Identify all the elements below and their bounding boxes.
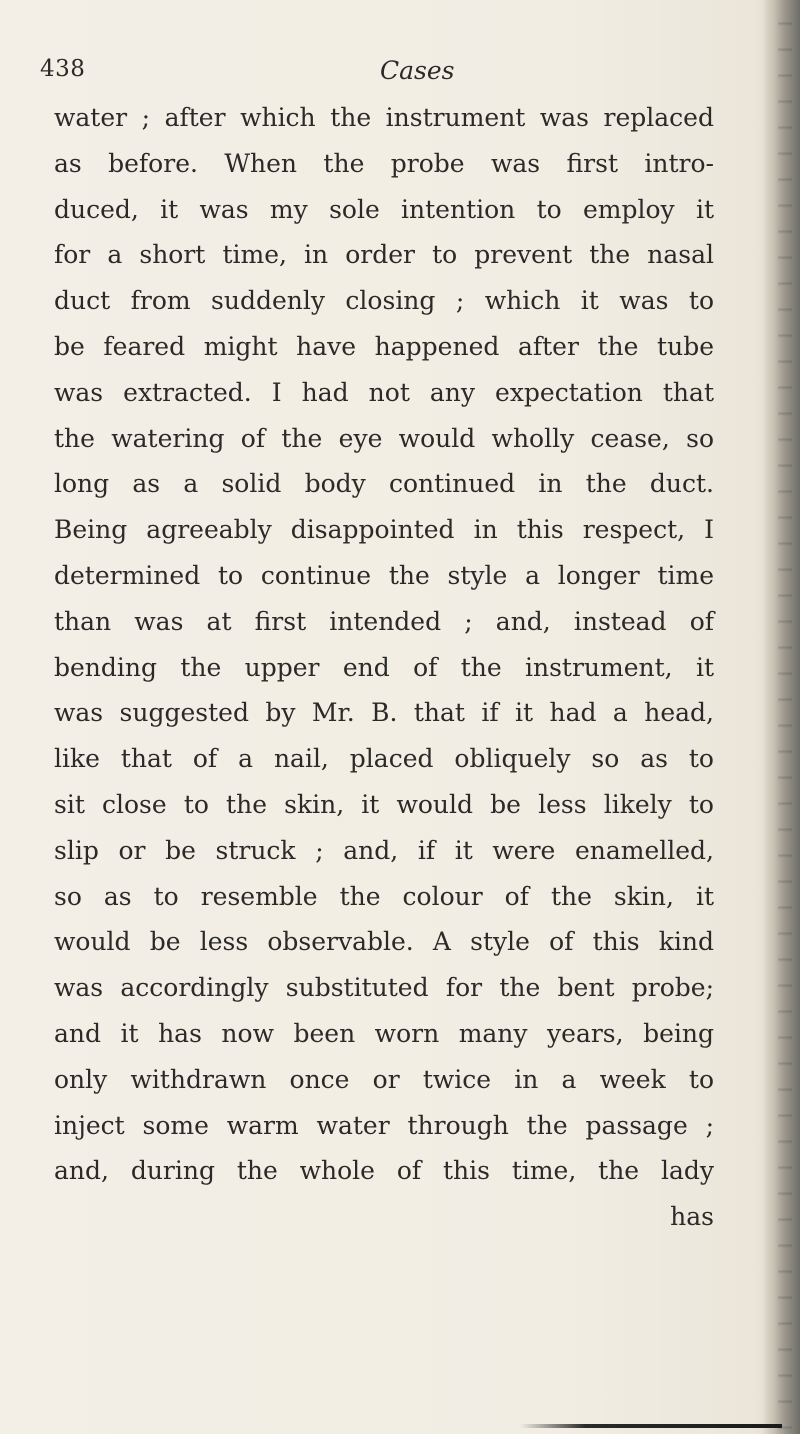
text-line: like that of a nail, placed obliquely so as to [54,744,714,774]
text-line: be feared might have happened after the tube [54,331,714,361]
text-line: was accordingly substituted for the bent probe; [54,973,714,1003]
text-line: as before. When the probe was first intro- [54,148,714,178]
text-line: inject some warm water through the passage ; [54,1110,714,1140]
text-line: so as to resemble the colour of the skin, it [54,881,714,911]
bottom-edge-shadow [520,1424,782,1428]
text-line: and, during the whole of this time, the lady [54,1156,714,1186]
running-head: Cases [380,56,455,85]
text-line: only withdrawn once or twice in a week to [54,1064,714,1094]
text-line: for a short time, in order to prevent the nasal [54,240,714,270]
text-line: was suggested by Mr. B. that if it had a head, [54,698,714,728]
text-line: long as a solid body continued in the duct. [54,469,714,499]
text-line: than was at first intended ; and, instead of [54,606,714,636]
text-line: Being agreeably disappointed in this respect, I [54,515,714,545]
text-line: would be less observable. A style of this kind [54,927,714,957]
page-header [40,56,740,96]
body-text [54,95,714,1240]
text-line: determined to continue the style a longer time [54,560,714,590]
text-line: the watering of the eye would wholly cease, so [54,423,714,453]
text-line: duct from suddenly closing ; which it was to [54,286,714,316]
page-edge-texture [778,0,792,1434]
catchword: has [670,1202,714,1232]
text-line: was extracted. I had not any expectation that [54,377,714,407]
text-line: sit close to the skin, it would be less likely to [54,789,714,819]
page-number: 438 [40,56,86,82]
text-line: slip or be struck ; and, if it were enamelled, [54,835,714,865]
text-line: duced, it was my sole intention to employ it [54,194,714,224]
text-line: bending the upper end of the instrument, it [54,652,714,682]
text-line: water ; after which the instrument was replaced [54,103,714,132]
text-line: and it has now been worn many years, being [54,1018,714,1048]
